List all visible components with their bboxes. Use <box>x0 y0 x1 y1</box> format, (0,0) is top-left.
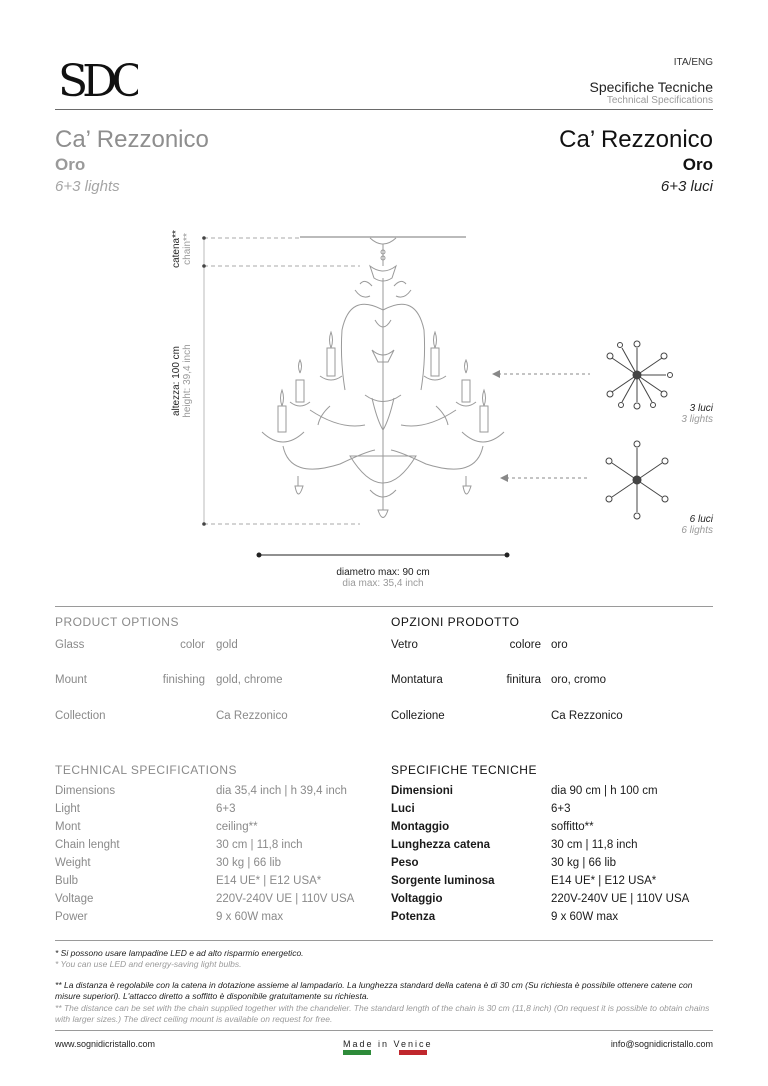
option-label: Montatura <box>391 674 443 686</box>
option-value: oro, cromo <box>551 674 606 686</box>
option-value: gold, chrome <box>216 674 283 686</box>
lights6-it: 6 luci <box>689 514 713 525</box>
product-lights-it: 6+3 luci <box>660 178 713 195</box>
spec-value: E14 UE* | E12 USA* <box>216 875 322 887</box>
spec-value: 30 cm | 11,8 inch <box>551 839 638 851</box>
brand-logo <box>58 56 138 111</box>
diameter-label-it: diametro max: 90 cm <box>336 567 430 578</box>
product-lights-en: 6+3 lights <box>55 178 120 195</box>
spec-title-it: Specifiche Tecniche <box>589 79 713 95</box>
spec-value: 30 kg | 66 lib <box>216 857 282 869</box>
website-link[interactable]: www.sognidicristallo.com <box>55 1039 156 1049</box>
option-label: Mount <box>55 674 87 686</box>
plan-6-lights <box>606 441 668 519</box>
chandelier-drawing <box>0 220 768 560</box>
spec-label: Mont <box>55 821 81 833</box>
logo-text: SDC <box>58 56 138 106</box>
spec-value: 9 x 60W max <box>551 911 619 923</box>
option-label: Glass <box>55 639 85 651</box>
specs-heading-en: TECHNICAL SPECIFICATIONS <box>55 763 238 777</box>
spec-label: Montaggio <box>391 821 450 833</box>
spec-label: Potenza <box>391 911 436 923</box>
spec-value: soffitto** <box>551 821 594 833</box>
made-in-venice: Made in Venice <box>343 1039 433 1049</box>
spec-label: Lunghezza catena <box>391 839 491 851</box>
spec-value: 30 cm | 11,8 inch <box>216 839 303 851</box>
spec-value: 220V-240V UE | 110V USA <box>551 893 690 905</box>
spec-label: Voltage <box>55 893 94 905</box>
diameter-label-en: dia max: 35,4 inch <box>342 578 424 589</box>
height-label <box>171 333 193 429</box>
chain-label <box>171 217 193 281</box>
spec-label: Luci <box>391 803 415 815</box>
spec-value: 9 x 60W max <box>216 911 284 923</box>
spec-label: Dimensions <box>55 785 116 797</box>
spec-label: Sorgente luminosa <box>391 875 495 887</box>
option-key: color <box>180 639 205 651</box>
spec-label: Dimensioni <box>391 785 453 797</box>
email-link[interactable]: info@sognidicristallo.com <box>610 1039 713 1049</box>
note-1-it: * Si possono usare lampadine LED e ad alto risparmio energetico. <box>55 948 304 958</box>
product-finish-it: Oro <box>682 155 713 174</box>
italian-flag-icon <box>343 1050 427 1055</box>
spec-label: Chain lenght <box>55 839 120 851</box>
spec-value: dia 90 cm | h 100 cm <box>551 785 658 797</box>
diameter-label <box>283 567 483 589</box>
height-label-en: height: 39,4 inch <box>182 344 193 418</box>
specs-heading-it: SPECIFICHE TECNICHE <box>391 763 537 777</box>
height-label-it: altezza: 100 cm <box>171 345 182 417</box>
spec-value: E14 UE* | E12 USA* <box>551 875 657 887</box>
option-value: Ca Rezzonico <box>551 710 623 722</box>
lights3-en: 3 lights <box>681 414 713 425</box>
option-key: finishing <box>162 674 205 686</box>
spec-label: Light <box>55 803 80 815</box>
spec-label: Power <box>55 911 88 923</box>
product-name-it: Ca’ Rezzonico <box>559 126 713 153</box>
footer-divider <box>55 1030 713 1031</box>
spec-value: dia 35,4 inch | h 39,4 inch <box>216 785 347 797</box>
spec-value: 6+3 <box>551 803 571 815</box>
option-key: colore <box>509 639 541 651</box>
spec-value: 6+3 <box>216 803 236 815</box>
spec-label: Weight <box>55 857 91 869</box>
plan-3-lights <box>607 341 673 409</box>
options-heading-it: OPZIONI PRODOTTO <box>391 615 520 629</box>
section-divider <box>55 606 713 607</box>
option-label: Collection <box>55 710 106 722</box>
spec-value: 220V-240V UE | 110V USA <box>216 893 355 905</box>
option-value: Ca Rezzonico <box>216 710 288 722</box>
options-heading-en: PRODUCT OPTIONS <box>55 615 179 629</box>
lights3-it: 3 luci <box>689 403 713 414</box>
spec-label: Voltaggio <box>391 893 443 905</box>
note-2-it: ** La distanza è regolabile con la catena in dotazione assieme al lampadario. La lunghezza standard della catena è di 30 cm (Su richiesta è possibile ottenere catene con misure superiori). L'attacco diretto a soffitto è disponibile gratuitamente su richiesta. <box>55 980 693 1001</box>
lights6-en: 6 lights <box>681 525 713 536</box>
option-key: finitura <box>506 674 541 686</box>
spec-value: 30 kg | 66 lib <box>551 857 617 869</box>
spec-title-en: Technical Specifications <box>606 95 713 106</box>
chain-label-en: chain** <box>182 233 193 265</box>
spec-value: ceiling** <box>216 821 258 833</box>
option-value: oro <box>551 639 568 651</box>
product-finish-en: Oro <box>55 155 86 174</box>
notes-divider <box>55 940 713 941</box>
spec-label: Peso <box>391 857 419 869</box>
language-indicator: ITA/ENG <box>673 57 713 68</box>
note-1-en: * You can use LED and energy-saving light bulbs. <box>55 959 242 969</box>
chain-label-it: catena** <box>171 230 182 268</box>
option-label: Vetro <box>391 639 418 651</box>
spec-label: Bulb <box>55 875 79 887</box>
option-label: Collezione <box>391 710 445 722</box>
note-2-en: ** The distance can be set with the chain supplied together with the chandelier. The standard length of the chain is 30 cm (11,8 inch) (On request it is possible to obtain chains with larger sizes.) The direct ceiling mount is available on request for free. <box>55 1003 710 1024</box>
lights3-label <box>681 403 713 425</box>
option-value: gold <box>216 639 238 651</box>
lights6-label <box>681 514 713 536</box>
product-name-en: Ca’ Rezzonico <box>55 126 209 153</box>
header-divider <box>55 109 713 110</box>
